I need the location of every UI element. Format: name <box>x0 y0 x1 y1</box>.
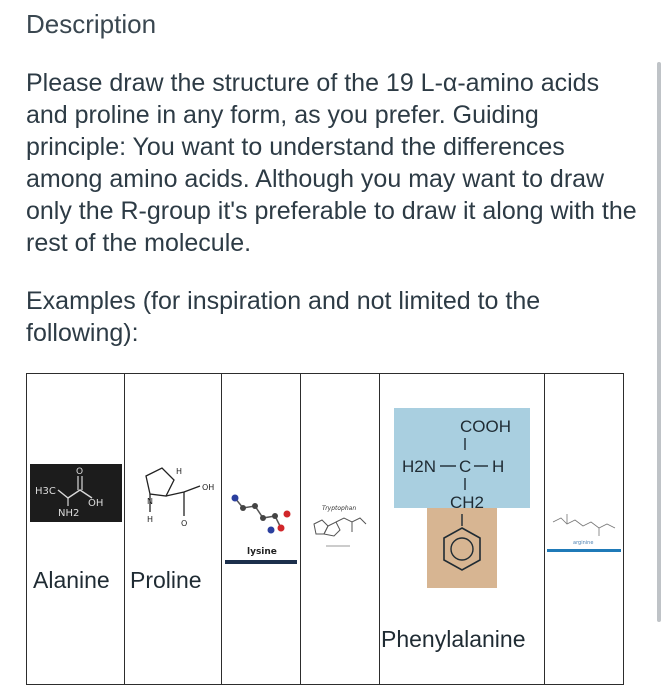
phenylalanine-caption: Phenylalanine <box>381 626 526 652</box>
example-cell-proline <box>124 374 222 684</box>
example-cell-tryptophan <box>300 374 380 684</box>
instructions-paragraph: Please draw the structure of the 19 L-α-amino acids and proline in any form, as you prefer. Guiding principle: You want to understand the differences among amino acids. Although you may want to draw only the R-group it's preferable to draw it along with the rest of the molecule. <box>26 69 637 257</box>
alanine-structure-image <box>30 464 122 522</box>
arginine-structure-image <box>547 504 621 554</box>
proline-label-h-top: H <box>176 467 183 476</box>
proline-label-oh: OH <box>202 483 215 492</box>
phe-label-cooh: COOH <box>460 417 511 436</box>
proline-structure-image <box>128 456 220 534</box>
proline-caption: Proline <box>130 567 202 593</box>
tryptophan-structure-image <box>304 498 376 550</box>
phe-label-ch2: CH2 <box>450 493 485 512</box>
lysine-structure-image <box>225 490 297 568</box>
page-title: Description <box>26 9 157 39</box>
alanine-label-nh2: NH2 <box>58 508 80 519</box>
tryptophan-label: Tryptophan <box>322 505 357 512</box>
examples-table <box>26 373 624 685</box>
arginine-label: arginine <box>573 540 594 546</box>
scrollbar[interactable] <box>657 62 661 622</box>
phe-label-c: C <box>459 457 472 476</box>
phe-label-h: H <box>492 457 505 476</box>
example-cell-lysine <box>221 374 301 684</box>
alanine-label-oh: OH <box>88 498 104 509</box>
proline-label-n: N <box>147 497 153 506</box>
proline-label-o: O <box>181 519 188 528</box>
alanine-label-o: O <box>76 467 84 477</box>
phenylalanine-structure-image <box>394 408 530 588</box>
example-cell-phenylalanine <box>379 374 545 684</box>
example-cell-alanine <box>27 374 125 684</box>
alanine-label-ch3: H3C <box>35 486 56 497</box>
phe-label-h2n: H2N <box>402 457 437 476</box>
examples-intro-paragraph: Examples (for inspiration and not limited to the following): <box>26 287 541 347</box>
example-cell-arginine <box>544 374 623 684</box>
alanine-caption: Alanine <box>33 567 110 593</box>
proline-label-h-bottom: H <box>147 515 154 524</box>
lysine-label: lysine <box>247 547 277 557</box>
